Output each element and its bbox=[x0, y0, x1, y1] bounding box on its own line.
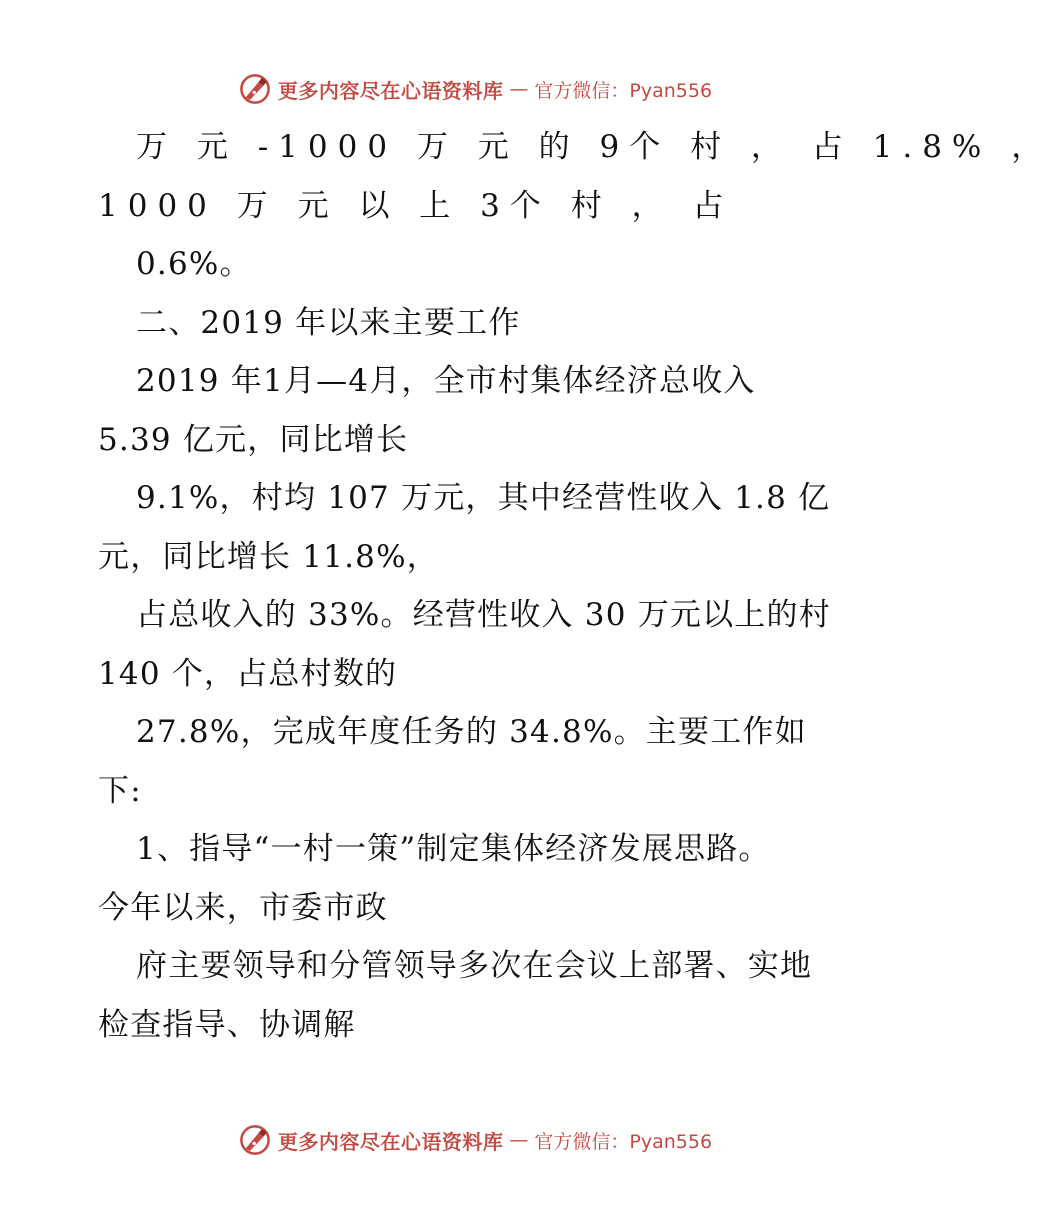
text-line: 1000 万 元 以 上 3个 村 ， 占 bbox=[98, 187, 734, 224]
watermark-brand: 更多内容尽在心语资料库 bbox=[277, 78, 504, 103]
text-line: 检查指导、协调解 bbox=[98, 1006, 356, 1043]
watermark-separator: — bbox=[509, 78, 529, 100]
text-line: 下: bbox=[98, 772, 142, 809]
text-line: 元，同比增长 11.8%， bbox=[98, 538, 439, 575]
text-line: 府主要领导和分管领导多次在会议上部署、实地 bbox=[136, 948, 813, 984]
text-line: 1、指导“一村一策”制定集体经济发展思路。 bbox=[136, 831, 771, 867]
watermark-brand: 更多内容尽在心语资料库 bbox=[277, 1129, 504, 1154]
text-line: 今年以来，市委市政 bbox=[98, 889, 388, 926]
document-body bbox=[98, 118, 1052, 1054]
text-line: 万 元 -1000 万 元 的 9个 村 ， 占 1.8% ， bbox=[136, 129, 1052, 165]
watermark-contact: 官方微信：Pyan556 bbox=[534, 1130, 713, 1153]
text-line: 占总收入的 33%。经营性收入 30 万元以上的村 bbox=[136, 597, 831, 633]
text-line: 27.8%，完成年度任务的 34.8%。主要工作如 bbox=[136, 714, 807, 750]
pen-nib-logo-icon bbox=[238, 1123, 272, 1157]
watermark-separator: — bbox=[509, 1129, 529, 1151]
header-watermark bbox=[0, 72, 950, 106]
text-line: 0.6%。 bbox=[136, 246, 252, 282]
text-line: 140 个，占总村数的 bbox=[98, 655, 398, 692]
footer-watermark bbox=[0, 1123, 950, 1157]
watermark-contact: 官方微信：Pyan556 bbox=[534, 79, 713, 102]
text-line: 2019 年1月—4月，全市村集体经济总收入 bbox=[136, 363, 756, 399]
section-heading: 二、2019 年以来主要工作 bbox=[136, 304, 521, 341]
text-line: 9.1%，村均 107 万元，其中经营性收入 1.8 亿 bbox=[136, 480, 831, 516]
pen-nib-logo-icon bbox=[238, 72, 272, 106]
text-line: 5.39 亿元，同比增长 bbox=[98, 421, 409, 458]
